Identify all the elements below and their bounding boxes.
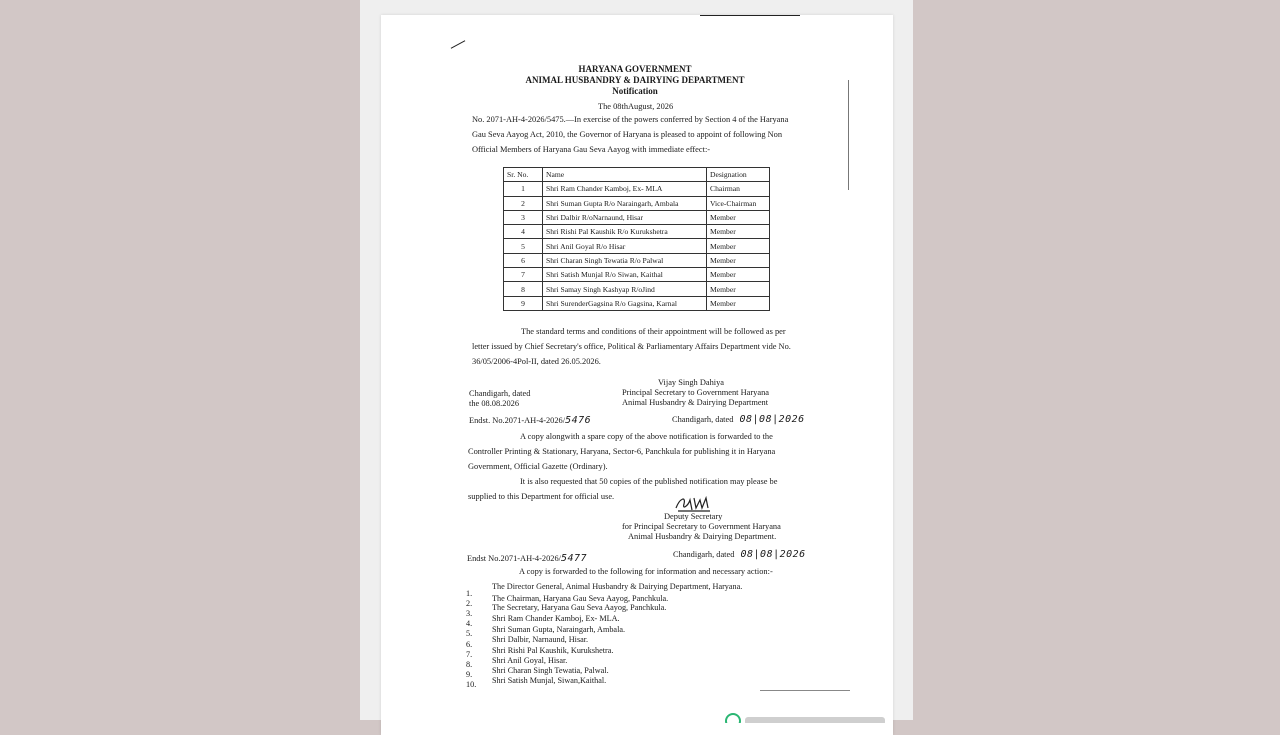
- table-row: [504, 296, 770, 310]
- intro-line-2: Gau Seva Aayog Act, 2010, the Governor of Haryana is pleased to appoint of following Non: [472, 130, 783, 139]
- terms-line-1: The standard terms and conditions of their appointment will be followed as per: [521, 327, 786, 336]
- cell-srno: 8: [504, 282, 543, 296]
- table-row: [504, 282, 770, 296]
- copy-item: Shri Dalbir, Narnaund, Hisar.: [492, 635, 589, 644]
- intro-line-1: No. 2071-AH-4-2026/5475.—In exercise of the powers conferred by Section 4 of the Haryana: [472, 115, 789, 124]
- terms-line-3: 36/05/2006-4Pol-II, dated 26.05.2026.: [472, 357, 601, 366]
- members-table: [503, 167, 770, 311]
- endst1-para1-line2: Controller Printing & Stationary, Haryana, Sector-6, Panchkula for publishing it in Haryana: [468, 447, 776, 456]
- cell-srno: 2: [504, 196, 543, 210]
- deputy-title-3: Animal Husbandry & Dairying Department.: [628, 532, 777, 541]
- cell-designation: Member: [707, 253, 770, 267]
- cell-designation: Chairman: [707, 182, 770, 196]
- col-header-designation: Designation: [707, 168, 770, 182]
- table-row: [504, 239, 770, 253]
- copy-num: 3.: [466, 609, 473, 618]
- endst2-place: Chandigarh, dated: [673, 550, 735, 559]
- table-row: [504, 253, 770, 267]
- table-row: [504, 182, 770, 196]
- endst2-intro: A copy is forwarded to the following for information and necessary action:-: [519, 567, 773, 576]
- cell-designation: Member: [707, 225, 770, 239]
- header-notification: Notification: [612, 86, 658, 96]
- cell-srno: 3: [504, 210, 543, 224]
- place-dated: Chandigarh, dated: [469, 389, 531, 398]
- cell-name: Shri Suman Gupta R/o Naraingarh, Ambala: [543, 196, 707, 210]
- copy-item: Shri Anil Goyal, Hisar.: [492, 656, 568, 665]
- endst1-handwritten-no: 5476: [565, 415, 592, 426]
- copy-item: The Secretary, Haryana Gau Seva Aayog, Panchkula.: [492, 603, 667, 612]
- cell-name: Shri Samay Singh Kashyap R/oJind: [543, 282, 707, 296]
- header-government: HARYANA GOVERNMENT: [578, 64, 692, 74]
- scan-top-line: [700, 15, 800, 16]
- cell-designation: Vice-Chairman: [707, 196, 770, 210]
- copy-item: Shri Satish Munjal, Siwan,Kaithal.: [492, 676, 607, 685]
- endst1-number: [469, 413, 591, 429]
- header-department: ANIMAL HUSBANDRY & DAIRYING DEPARTMENT: [525, 75, 745, 85]
- copy-item: The Chairman, Haryana Gau Seva Aayog, Panchkula.: [492, 594, 669, 603]
- col-header-name: Name: [543, 168, 707, 182]
- endst1-para1-line3: Government, Official Gazette (Ordinary).: [468, 462, 608, 471]
- cell-name: Shri SurenderGagsina R/o Gagsina, Karnal: [543, 296, 707, 310]
- table-row: [504, 268, 770, 282]
- signatory-title-1: Principal Secretary to Government Haryana: [622, 388, 769, 397]
- endst2-handwritten-date: 08|08|2026: [740, 549, 806, 560]
- endst1-dated: [672, 412, 805, 428]
- endst1-para2-line1: It is also requested that 50 copies of the published notification may please be: [520, 477, 778, 486]
- copy-item: Shri Ram Chander Kamboj, Ex- MLA.: [492, 614, 620, 623]
- table-row: [504, 196, 770, 210]
- cell-srno: 6: [504, 253, 543, 267]
- cell-designation: Member: [707, 210, 770, 224]
- cell-srno: 5: [504, 239, 543, 253]
- endst1-handwritten-date: 08|08|2026: [739, 414, 805, 425]
- notification-date: The 08thAugust, 2026: [598, 102, 674, 111]
- signatory-name: Vijay Singh Dahiya: [658, 378, 725, 387]
- cell-name: Shri Dalbir R/oNarnaund, Hisar: [543, 210, 707, 224]
- cell-srno: 7: [504, 268, 543, 282]
- col-header-srno: Sr. No.: [504, 168, 543, 182]
- cell-name: Shri Ram Chander Kamboj, Ex- MLA: [543, 182, 707, 196]
- scanner-badge-icon: [723, 711, 893, 723]
- deputy-title-2: for Principal Secretary to Government Haryana: [622, 522, 781, 531]
- signatory-title-2: Animal Husbandry & Dairying Department: [622, 398, 769, 407]
- copy-num: 1.: [466, 589, 473, 598]
- endst1-number-text: Endst. No.2071-AH-4-2026/: [469, 416, 566, 425]
- cell-designation: Member: [707, 282, 770, 296]
- cell-name: Shri Satish Munjal R/o Siwan, Kaithal: [543, 268, 707, 282]
- cell-srno: 1: [504, 182, 543, 196]
- cell-designation: Member: [707, 296, 770, 310]
- cell-srno: 4: [504, 225, 543, 239]
- copy-num: 2.: [466, 599, 473, 608]
- endst2-number-text: Endst No.2071-AH-4-2026/: [467, 554, 561, 563]
- cell-name: Shri Rishi Pal Kaushik R/o Kurukshetra: [543, 225, 707, 239]
- cell-name: Shri Charan Singh Tewatia R/o Palwal: [543, 253, 707, 267]
- endst1-para1-line1: A copy alongwith a spare copy of the above notification is forwarded to the: [520, 432, 773, 441]
- copy-item: The Director General, Animal Husbandry & Dairying Department, Haryana.: [492, 582, 743, 591]
- table-row: [504, 225, 770, 239]
- cell-designation: Member: [707, 268, 770, 282]
- table-header-row: [504, 168, 770, 182]
- deputy-secretary: Deputy Secretary: [664, 512, 723, 521]
- copy-item: Shri Charan Singh Tewatia, Palwal.: [492, 666, 609, 675]
- copy-item: Shri Suman Gupta, Naraingarh, Ambala.: [492, 625, 626, 634]
- intro-line-3: Official Members of Haryana Gau Seva Aayog with immediate effect:-: [472, 145, 711, 154]
- copy-num: 8.: [466, 660, 473, 669]
- cell-designation: Member: [707, 239, 770, 253]
- table-row: [504, 210, 770, 224]
- copy-num: 6.: [466, 640, 473, 649]
- cell-srno: 9: [504, 296, 543, 310]
- endst2-dated: [673, 547, 806, 563]
- scan-margin-line: [848, 80, 849, 190]
- copy-num: 4.: [466, 619, 473, 628]
- cell-name: Shri Anil Goyal R/o Hisar: [543, 239, 707, 253]
- signature-date: the 08.08.2026: [469, 399, 520, 408]
- copy-num: 9.: [466, 670, 473, 679]
- copy-item: Shri Rishi Pal Kaushik, Kurukshetra.: [492, 646, 614, 655]
- copy-num: 7.: [466, 650, 473, 659]
- scan-bottom-line: [760, 690, 850, 691]
- terms-line-2: letter issued by Chief Secretary's office, Political & Parliamentary Affairs Department vide No.: [472, 342, 791, 351]
- endst2-handwritten-no: 5477: [560, 553, 588, 564]
- copy-num: 5.: [466, 629, 473, 638]
- endst1-place: Chandigarh, dated: [672, 415, 734, 424]
- copy-num: 10.: [466, 680, 477, 689]
- endst1-para2-line2: supplied to this Department for official use.: [468, 492, 615, 501]
